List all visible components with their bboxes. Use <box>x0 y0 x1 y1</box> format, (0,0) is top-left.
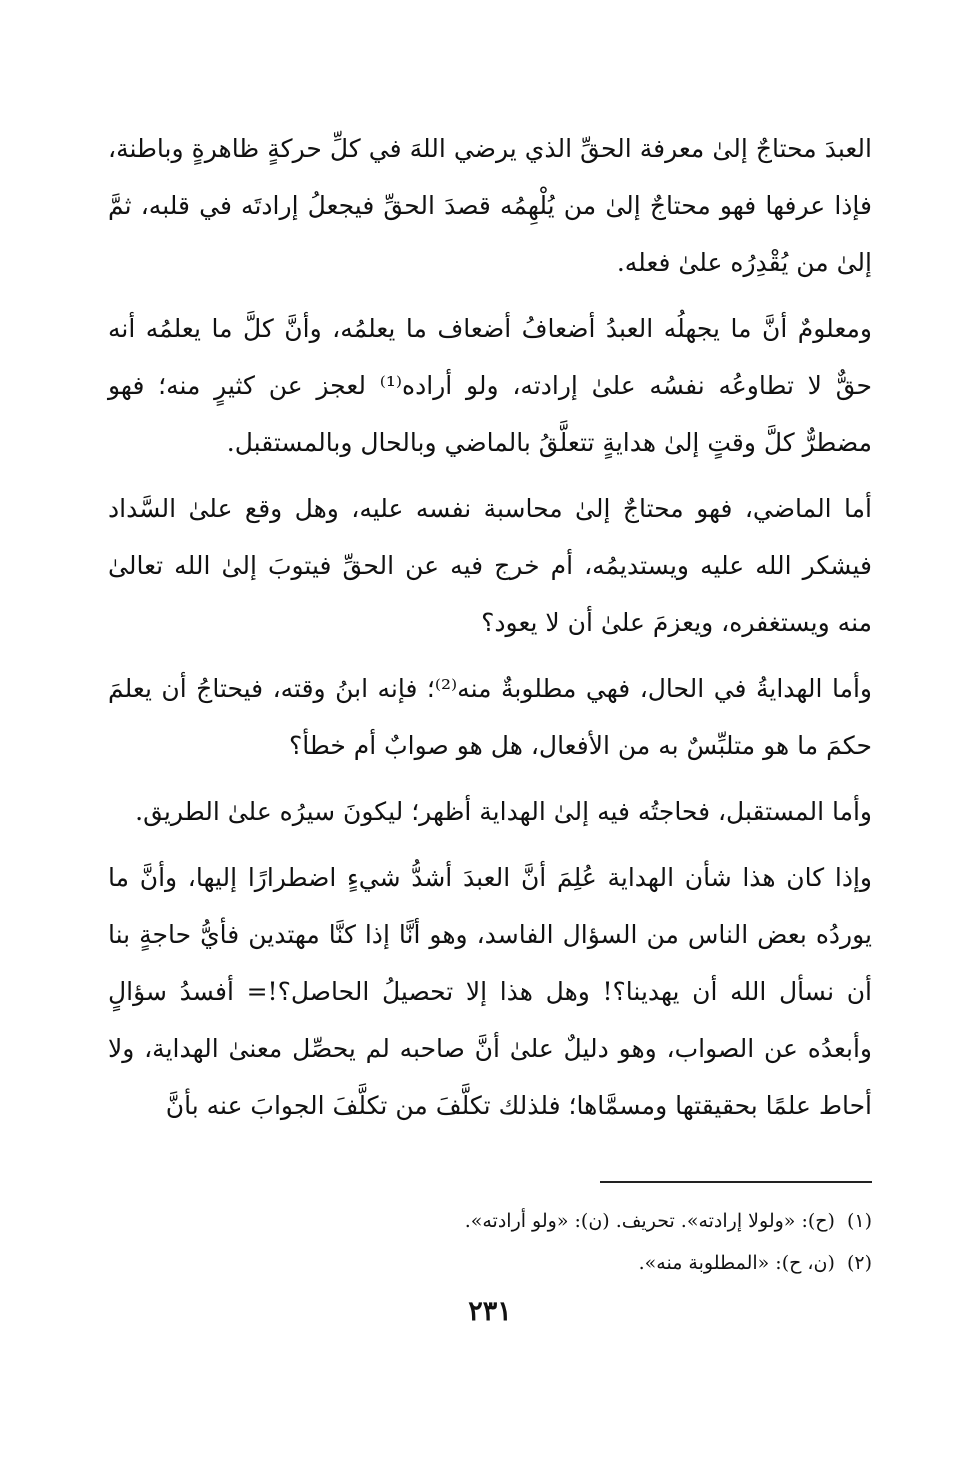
page-number: ٢٣١ <box>468 1296 512 1327</box>
footnote-number: (١) <box>846 1210 872 1232</box>
footnote-text: (ن، ح): «المطلوبة منه». <box>638 1252 835 1274</box>
paragraph-1: العبدَ محتاجٌ إلىٰ معرفة الحقِّ الذي يرضي اللهَ في كلِّ حركةٍ ظاهرةٍ وباطنة، فإذا عرفها فهو محتاجٌ إلىٰ من يُلْهِمُه قصدَ الحقِّ فيجعلُ إرادتَه في قلبه، ثمَّ إلىٰ من يُقْدِرُه علىٰ فعله. <box>108 134 872 277</box>
paragraph-2: ومعلومٌ أنَّ ما يجهلُه العبدُ أضعافُ أضعاف ما يعلمُه، وأنَّ كلَّ ما يعلمُه أنه حقٌّ لا تطاوعُه نفسُه علىٰ إرادته، ولو أراده⁽¹⁾ لعجز عن كثيرٍ منه؛ فهو مضطرٌّ كلَّ وقتٍ إلىٰ هدايةٍ تتعلَّقُ بالماضي وبالحال وبالمستقبل. <box>108 314 872 457</box>
paragraph-3: أما الماضي، فهو محتاجٌ إلىٰ محاسبة نفسه عليه، وهل وقع علىٰ السَّداد فيشكر الله عليه ويستديمُه، أم خرج فيه عن الحقِّ فيتوبَ إلىٰ الله تعالىٰ منه ويستغفره، ويعزمَ علىٰ أن لا يعود؟ <box>108 494 872 637</box>
footnotes <box>108 1200 872 1284</box>
footnote-1 <box>108 1200 872 1242</box>
paragraph-4: وأما الهدايةُ في الحال، فهي مطلوبةٌ منه⁽²⁾؛ فإنه ابنُ وقته، فيحتاجُ أن يعلمَ حكمَ ما هو متلبِّسٌ به من الأفعال، هل هو صوابٌ أم خطأ؟ <box>108 674 872 760</box>
main-text <box>108 120 872 1134</box>
paragraph-5: وأما المستقبل، فحاجتُه فيه إلىٰ الهداية أظهر؛ ليكونَ سيرُه علىٰ الطريق. <box>135 797 872 826</box>
footnote-text: (ح): «ولولا إرادته». تحريف. (ن): «ولو أرادته». <box>464 1210 835 1232</box>
footnote-2 <box>108 1242 872 1284</box>
paragraph-6: وإذا كان هذا شأن الهداية عُلِمَ أنَّ العبدَ أشدُّ شيءٍ اضطرارًا إليها، وأنَّ ما يوردُه بعض الناس من السؤال الفاسد، وهو أنَّا إذا كنَّا مهتدين فأيُّ حاجةٍ بنا أن نسأل الله أن يهدينا؟! وهل هذا إلا تحصيلُ الحاصل؟!= أفسدُ سؤالٍ وأبعدُه عن الصواب، وهو دليلٌ علىٰ أنَّ صاحبه لم يحصِّل معنىٰ الهداية، ولا أحاط علمًا بحقيقتها ومسمَّاها؛ فلذلك تكلَّفَ من تكلَّفَ الجوابَ عنه بأنَّ <box>108 863 872 1120</box>
footnote-divider <box>600 1181 872 1183</box>
footnote-number: (٢) <box>846 1252 872 1274</box>
